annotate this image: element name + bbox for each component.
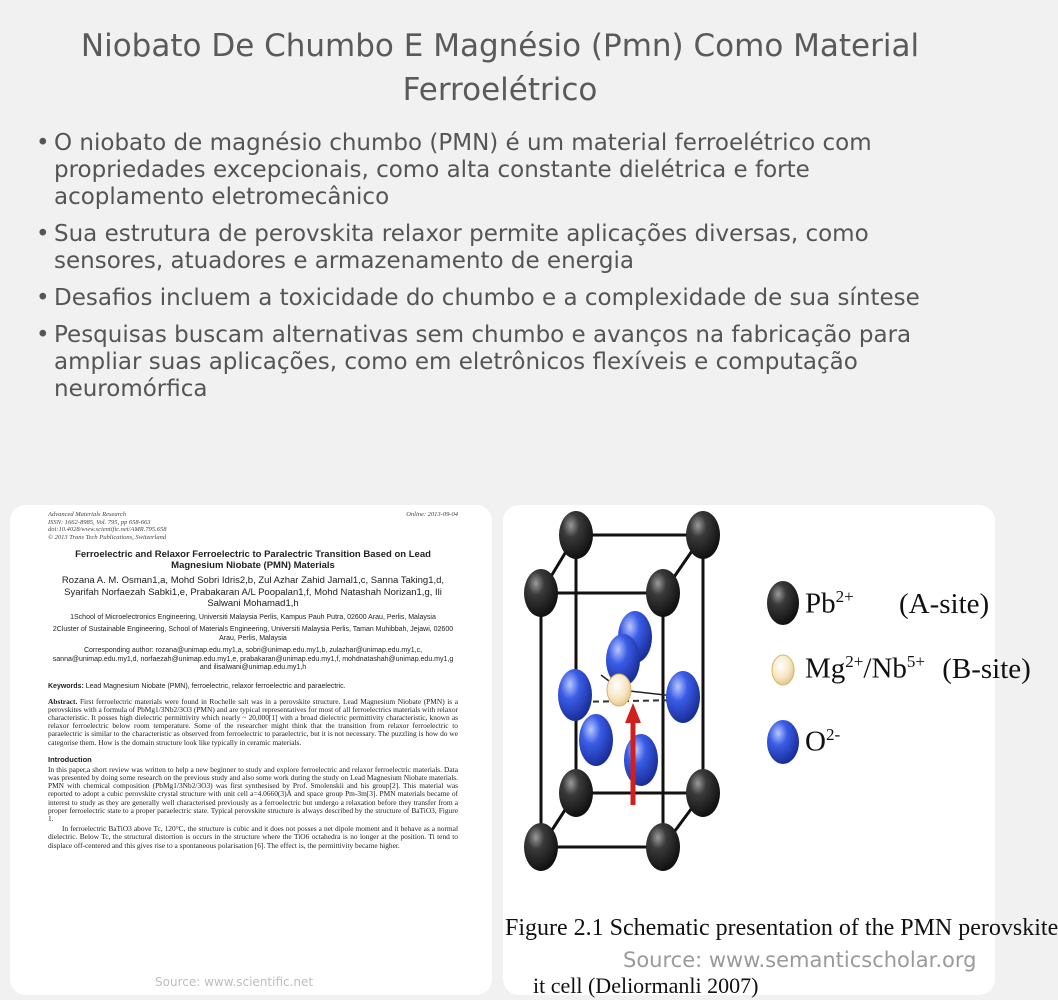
intro-paragraph: In ferroelectric BaTiO3 above Tc, 120°C, the structure is cubic and it does not posses a net dipole moment and it behave as a normal dielectric. Below Tc, the structural distortion is occurs in the structure where the TiO6 octahedra is no longer at the position. Ti tend to displace off-centered and this gives rise to a spontaneous polarisation [6]. The effect is, the permittivity became higher. [48,824,458,850]
journal-header [48,511,458,541]
affiliation-2: 2Cluster of Sustainable Engineering, School of Materials Engineering, Universiti Malaysia Perlis, Taman Muhibbah, Jejawi, 02600 Arau, Perlis, Malaysia [52,626,454,642]
legend-b-site [805,652,1031,686]
journal-line: ISSN: 1662-8985, Vol. 795, pp 658-663 [48,518,151,526]
keywords-text: Lead Magnesium Niobate (PMN), ferroelectric, relaxor ferroelectric and paraelectric. [85,682,346,690]
keywords-label: Keywords: [48,682,84,690]
legend-charge: 2+ [845,652,864,671]
legend-b-site-symbol [772,655,794,685]
figure-caption-cut: it cell (Deliormanli 2007) [533,973,759,998]
abstract-label: Abstract. [48,696,78,706]
page-title: Niobato De Chumbo E Magnésio (Pmn) Como Material Ferroelétrico [80,28,920,108]
intro-paragraph: In this paper,a short review was written to help a new beginner to study and explore ferroelectric and relaxor ferroelectric materials. Data was presented by doing some research on the previous study and also some work during the study on Lead Magnesium Niobate materials. PMN with chemical composition (PbMg1/3Nb2/3O3) was first synthesised by Prof. Smolenskii and his group[2]. This material was reported to adopt a cubic perovskite crystal structure with unit cell a=4.0660(3)Å and space group Pm-3m[3]. PMN materials became of interest to study as they are generally well characterised previously as a ferroelectric but undergo a relaxation before they transfer from a proper ferroelectric state to a proper paraelectric state. Typical perovskite structure is always described by the structure of BaTiO3, Figure 1. [48,764,458,823]
corresponding-author: Corresponding author: rozana@unimap.edu.my1,a, sobri@unimap.edu.my1,b, zulazhar@unimap.edu.my1,c, sanna@unimap.edu.my1,d, norfaezah@unimap.edu.my1,e, prabakaran@unimap.edu.my1,f, mohdnatashah@unimap.edu.my1,g and ilisalwani@unimap.edu.my1,h [52,647,454,671]
legend-oxygen [805,725,840,759]
bullet-item: • Pesquisas buscam alternativas sem chumbo e avanços na fabricação para ampliar suas aplicações, como em eletrônicos flexíveis e computação neuromórfica [36,322,966,403]
keywords [48,683,458,690]
legend-oxygen-symbol [767,720,799,764]
perovskite-figure [503,505,1058,998]
abstract-text: First ferroelectric materials were found in Rochelle salt was in a perovskite structure. Lead Magnesium Niobate (PMN) is a perovskites with a formula of PbMg1/3Nb2/3O3 (PMN) and are typical representatives for most of all ferroelectrics materials with relaxor characteristic. It posses high dielectric permittivity which nearly ~ 20,000[1] with a broad dielectric permittivity characteristic, known as relaxor ferroelectric below room temperature. Some of the researcher might think that the transition from relaxor ferroelectric to paraelectric is similar to the characteristic as observed from ferroelectric to paraelectric, but it is not necessary. The puzzling is how do we categorise them. How is the domain structure look like typically in ceramic materials. [48,696,458,747]
legend-charge: 2- [825,725,841,744]
legend-ion: O [805,725,826,758]
paper-authors: Rozana A. M. Osman1,a, Mohd Sobri Idris2,b, Zul Azhar Zahid Jamal1,c, Sanna Taking1,d, Syarifah Norfaezah Sabki1,e, Prabakaran A/L Poopalan1,f, Mohd Natashah Norizan1,g, Ili Salwani Mohamad1,h [61,575,445,609]
legend-ion: /Nb [863,652,907,685]
legend-site: (A-site) [898,587,990,620]
bullet-item: • Sua estrutura de perovskita relaxor permite aplicações diversas, como sensores, atuadores e armazenamento de energia [36,221,966,275]
legend-ion: Mg [805,652,846,685]
journal-line: Advanced Materials Research [48,511,127,518]
journal-line: © 2013 Trans Tech Publications, Switzerland [48,533,167,541]
journal-line: doi:10.4028/www.scientific.net/AMR.795.658 [48,526,167,533]
image-source: Source: www.semanticscholar.org [623,948,977,972]
legend-pb [805,587,989,621]
image-source: Source: www.scientific.net [155,975,314,989]
legend-charge: 5+ [906,652,925,671]
bullet-item: • O niobato de magnésio chumbo (PMN) é um material ferroelétrico com propriedades excepcionais, como alta constante dielétrica e forte acoplamento eletromecânico [36,130,966,211]
legend-charge: 2+ [835,587,854,606]
bullet-list [36,130,966,413]
figure-caption: Figure 2.1 Schematic presentation of the PMN perovskite [505,915,1058,941]
online-date: Online: 2013-09-04 [406,511,458,518]
affiliation-1: 1School of Microelectronics Engineering, Universiti Malaysia Perlis, Kampus Pauh Putra, 02600 Arau, Perlis, Malaysia [70,613,436,621]
intro-heading: Introduction [48,754,92,764]
abstract [48,698,458,747]
legend-pb-symbol [767,581,799,625]
paper-title: Ferroelectric and Relaxor Ferroelectric to Paralectric Transition Based on Lead Magnesium Niobate (PMN) Materials [75,549,431,571]
bullet-item: • Desafios incluem a toxicidade do chumbo e a complexidade de sua síntese [36,285,966,312]
paper-page [48,511,458,850]
legend-ion: Pb [805,587,836,620]
legend-site: (B-site) [942,652,1031,685]
paper-image [10,505,492,995]
b-site-atom [607,674,631,706]
